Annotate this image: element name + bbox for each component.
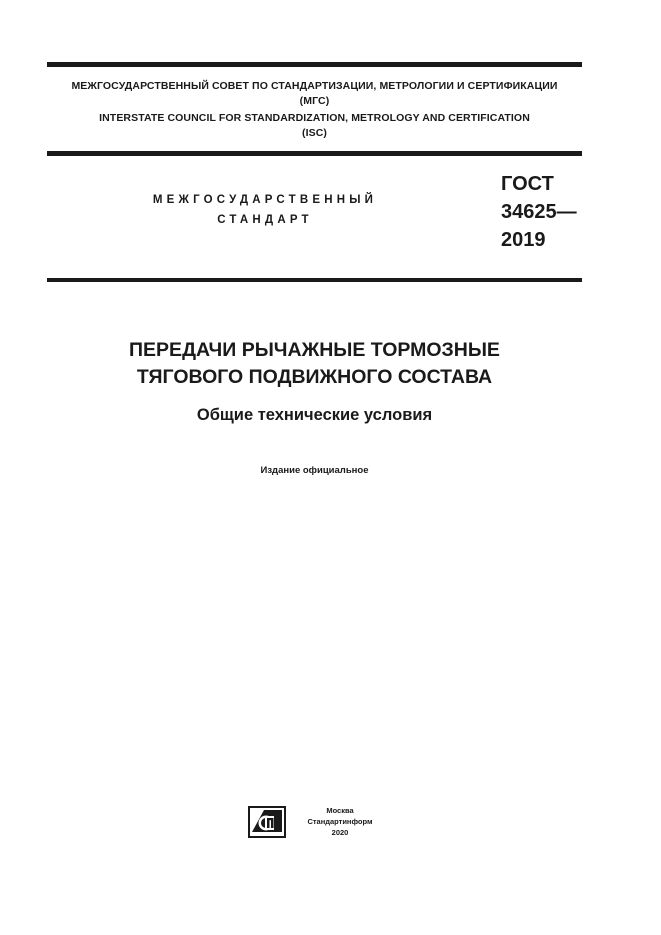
council-name-ru xyxy=(47,79,582,109)
imprint-year: 2020 xyxy=(331,828,349,837)
standard-kind-line1: МЕЖГОСУДАРСТВЕННЫЙ xyxy=(152,194,378,206)
council-abbr-en: (ISC) xyxy=(302,127,327,139)
imprint-publisher: Стандартинформ xyxy=(307,817,373,826)
gost-number: 34625— xyxy=(501,201,577,223)
council-abbr-ru: (МГС) xyxy=(299,95,330,107)
top-divider xyxy=(47,62,582,67)
standard-kind xyxy=(140,190,390,230)
document-subtitle: Общие технические условия xyxy=(196,406,433,424)
council-name-en xyxy=(47,111,582,141)
publisher-block xyxy=(248,805,388,839)
council-name-ru-line1: МЕЖГОСУДАРСТВЕННЫЙ СОВЕТ ПО СТАНДАРТИЗАЦИИ, МЕТРОЛОГИИ И СЕРТИФИКАЦИИ xyxy=(71,80,558,92)
imprint xyxy=(295,805,385,838)
edition-note: Издание официальное xyxy=(260,465,369,476)
standard-kind-line2: СТАНДАРТ xyxy=(217,214,313,226)
council-name-en-line1: INTERSTATE COUNCIL FOR STANDARDIZATION, METROLOGY AND CERTIFICATION xyxy=(99,112,530,124)
imprint-city: Москва xyxy=(326,806,354,815)
lower-divider xyxy=(47,278,582,282)
gost-designation xyxy=(501,170,577,254)
gost-prefix: ГОСТ xyxy=(501,173,554,195)
document-title xyxy=(47,337,582,391)
standartinform-logo-icon xyxy=(248,806,286,838)
gost-year: 2019 xyxy=(501,229,546,251)
document-title-line2: ТЯГОВОГО ПОДВИЖНОГО СОСТАВА xyxy=(136,366,493,388)
middle-divider xyxy=(47,151,582,156)
document-title-line1: ПЕРЕДАЧИ РЫЧАЖНЫЕ ТОРМОЗНЫЕ xyxy=(129,339,500,361)
